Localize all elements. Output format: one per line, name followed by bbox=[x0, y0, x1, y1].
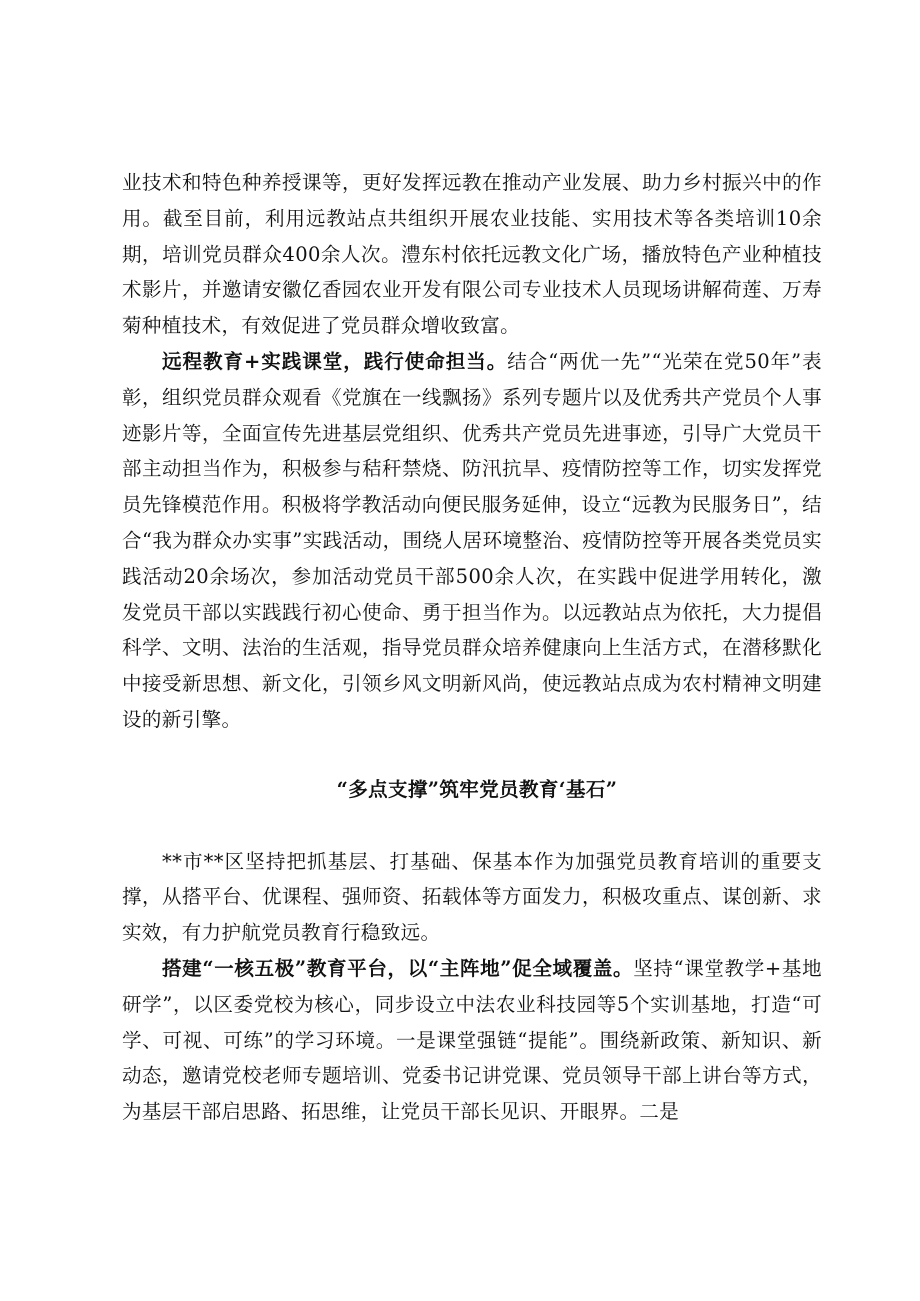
spacer bbox=[122, 738, 822, 772]
paragraph-education-platform bbox=[122, 951, 822, 1130]
paragraph-text: 业技术和特色种养授课等，更好发挥远教在推动产业发展、助力乡村振兴中的作用。截至目前，利用远教站点共组织开展农业技能、实用技术等各类培训10余期，培训党员群众400余人次。澧东村依托远教文化广场，播放特色产业种植技术影片，并邀请安徽亿香园农业开发有限公司专业技术人员现场讲解荷莲、万寿菊种植技术，有效促进了党员群众增收致富。 bbox=[122, 171, 822, 338]
paragraph-lead: 远程教育+实践课堂，践行使命担当。 bbox=[162, 349, 508, 373]
paragraph-training-results bbox=[122, 165, 822, 344]
paragraph-text: **市**区坚持把抓基层、打基础、保基本作为加强党员教育培训的重要支撑，从搭平台、优课程、强师资、拓载体等方面发力，积极攻重点、谋创新、求实效，有力护航党员教育行稳致远。 bbox=[122, 849, 822, 945]
paragraph-remote-education-practice bbox=[122, 344, 822, 738]
section-title: “多点支撑”筑牢党员教育‘基石” bbox=[336, 777, 618, 801]
paragraph-lead: 搭建“一核五极”教育平台，以“主阵地”促全域覆盖。 bbox=[162, 956, 634, 980]
document-page bbox=[122, 165, 822, 1130]
paragraph-text: 坚持“课堂教学+基地研学”，以区委党校为核心，同步设立中法农业科技园等5个实训基地，打造“可学、可视、可练”的学习环境。一是课堂强链“提能”。围绕新政策、新知识、新动态，邀请党校老师专题培训、党委书记讲党课、党员领导干部上讲台等方式，为基层干部启思路、拓思维，让党员干部长见识、开眼界。二是 bbox=[122, 956, 822, 1124]
spacer bbox=[122, 808, 822, 844]
paragraph-district-overview bbox=[122, 844, 822, 951]
paragraph-text: 结合“两优一先”“光荣在党50年”表彰，组织党员群众观看《党旗在一线飘扬》系列专题片以及优秀共产党员个人事迹影片等，全面宣传先进基层党组织、优秀共产党员先进事迹，引导广大党员干部主动担当作为，积极参与秸秆禁烧、防汛抗旱、疫情防控等工作，切实发挥党员先锋模范作用。积极将学教活动向便民服务延伸，设立“远教为民服务日”，结合“我为群众办实事”实践活动，围绕人居环境整治、疫情防控等开展各类党员实践活动20余场次，参加活动党员干部500余人次，在实践中促进学用转化，激发党员干部以实践践行初心使命、勇于担当作为。以远教站点为依托，大力提倡科学、文明、法治的生活观，指导党员群众培养健康向上生活方式，在潜移默化中接受新思想、新文化，引领乡风文明新风尚，使远教站点成为农村精神文明建设的新引擎。 bbox=[122, 349, 822, 731]
